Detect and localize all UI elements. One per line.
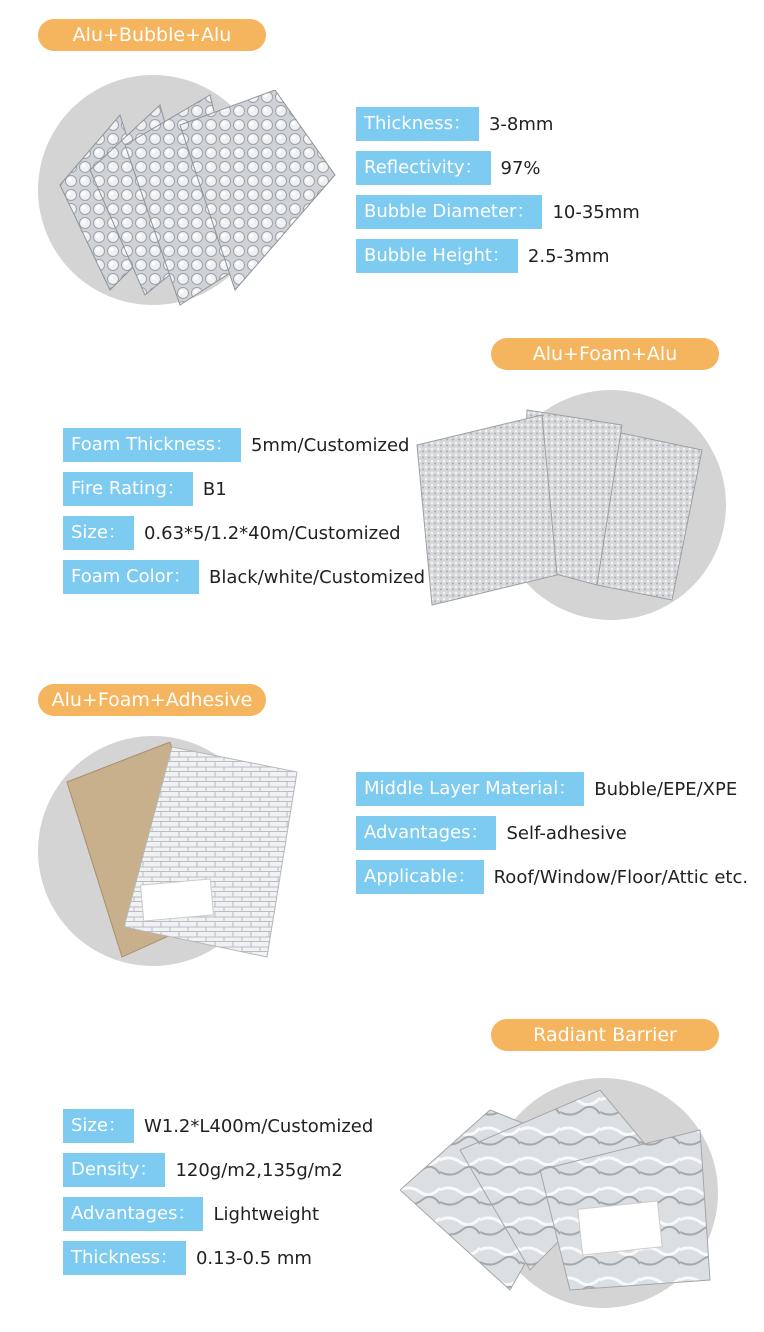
spec-label: Size： bbox=[63, 1109, 134, 1143]
spec-value: Bubble/EPE/XPE bbox=[594, 778, 738, 800]
spec-row bbox=[356, 107, 553, 141]
spec-label: Middle Layer Material： bbox=[356, 772, 584, 806]
spec-value: 2.5-3mm bbox=[527, 245, 610, 267]
adhesive-foam-sheet-image bbox=[62, 742, 302, 962]
spec-row bbox=[356, 772, 737, 806]
spec-row bbox=[63, 1109, 373, 1143]
spec-row bbox=[356, 860, 748, 894]
spec-label: Thickness： bbox=[356, 107, 479, 141]
spec-value: 0.63*5/1.2*40m/Customized bbox=[143, 522, 401, 544]
spec-row bbox=[63, 560, 425, 594]
spec-label: Bubble Height： bbox=[356, 239, 518, 273]
product-section-alu-bubble-alu bbox=[0, 0, 764, 330]
product-section-alu-foam-alu bbox=[0, 330, 764, 660]
spec-row bbox=[356, 151, 541, 185]
spec-row bbox=[356, 816, 627, 850]
spec-value: Black/white/Customized bbox=[209, 566, 426, 588]
spec-label: Foam Thickness： bbox=[63, 428, 241, 462]
spec-row bbox=[356, 195, 640, 229]
spec-row bbox=[356, 239, 610, 273]
spec-label: Bubble Diameter： bbox=[356, 195, 542, 229]
bubble-foil-sheets-image bbox=[50, 90, 340, 310]
spec-row bbox=[63, 516, 401, 550]
spec-label: Density： bbox=[63, 1153, 165, 1187]
product-section-radiant-barrier bbox=[0, 1000, 764, 1332]
section-title-badge: Alu+Bubble+Alu bbox=[38, 19, 266, 51]
spec-label: Advantages： bbox=[63, 1197, 203, 1231]
spec-label: Size： bbox=[63, 516, 134, 550]
foam-foil-sheets-image bbox=[412, 405, 712, 615]
radiant-barrier-foil-image bbox=[400, 1090, 720, 1305]
spec-value: W1.2*L400m/Customized bbox=[143, 1115, 374, 1137]
spec-label: Applicable： bbox=[356, 860, 484, 894]
spec-row bbox=[63, 472, 227, 506]
spec-label: Foam Color： bbox=[63, 560, 199, 594]
spec-row bbox=[63, 1153, 343, 1187]
section-title-badge: Alu+Foam+Adhesive bbox=[38, 684, 266, 716]
product-section-alu-foam-adhesive bbox=[0, 670, 764, 1000]
spec-value: Lightweight bbox=[213, 1203, 320, 1225]
spec-value: 97% bbox=[500, 157, 541, 179]
spec-value: B1 bbox=[202, 478, 227, 500]
spec-row bbox=[63, 1241, 312, 1275]
spec-value: 3-8mm bbox=[488, 113, 554, 135]
spec-label: Thickness： bbox=[63, 1241, 186, 1275]
spec-value: 5mm/Customized bbox=[250, 434, 410, 456]
spec-value: Self-adhesive bbox=[506, 822, 627, 844]
spec-value: 0.13-0.5 mm bbox=[195, 1247, 312, 1269]
spec-value: Roof/Window/Floor/Attic etc. bbox=[493, 866, 749, 888]
spec-label: Reflectivity： bbox=[356, 151, 491, 185]
section-title-badge: Alu+Foam+Alu bbox=[491, 338, 719, 370]
spec-value: 120g/m2,135g/m2 bbox=[175, 1159, 343, 1181]
section-title-badge: Radiant Barrier bbox=[491, 1019, 719, 1051]
spec-label: Advantages： bbox=[356, 816, 496, 850]
spec-row bbox=[63, 1197, 319, 1231]
spec-value: 10-35mm bbox=[552, 201, 640, 223]
spec-row bbox=[63, 428, 409, 462]
spec-label: Fire Rating： bbox=[63, 472, 193, 506]
